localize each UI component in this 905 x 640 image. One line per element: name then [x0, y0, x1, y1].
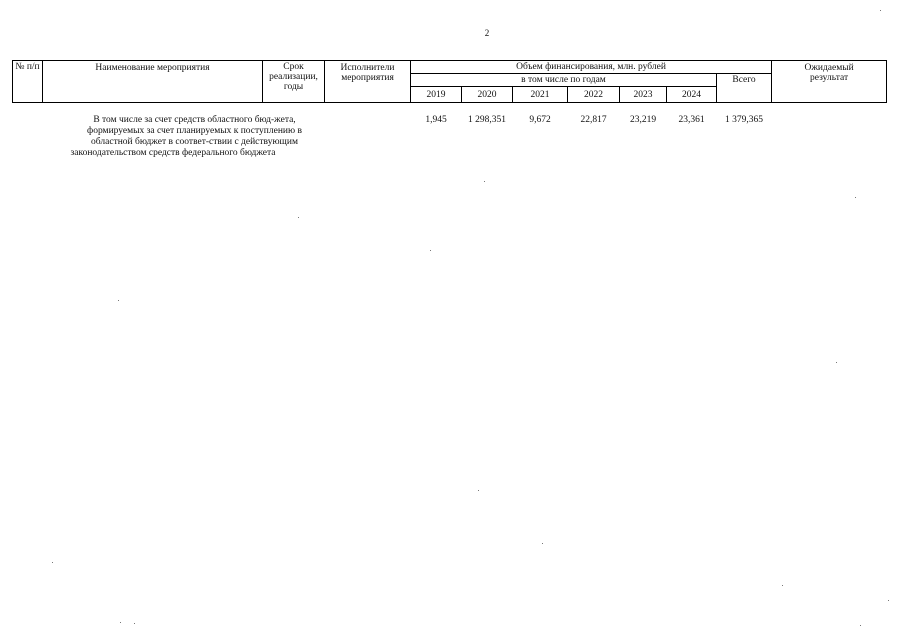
row-item-name: В том числе за счет средств областного бюд-жета, формируемых за счет планируемых к поступлению в областной бюджет в соответ-ствии с действующим законодательством средств федерального бюджета	[70, 115, 302, 158]
header-year: 2023	[620, 87, 667, 103]
header-total: Всего	[717, 74, 772, 103]
row-value-total: 1 379,365	[725, 115, 764, 125]
row-value-2024: 23,361	[678, 115, 705, 125]
row-value-2019: 1,945	[425, 115, 447, 125]
header-year: 2022	[568, 87, 620, 103]
row-value-2021: 9,672	[529, 115, 551, 125]
scan-speck	[430, 250, 431, 251]
scan-speck	[52, 562, 53, 563]
header-by-years: в том числе по годам	[411, 74, 717, 87]
header-period: Срок реализации, годы	[263, 61, 325, 103]
row-value-2020: 1 298,351	[468, 115, 506, 125]
header-row-1	[13, 61, 887, 74]
scan-speck	[855, 197, 856, 198]
page-number: 2	[484, 28, 490, 38]
row-executors	[325, 115, 411, 159]
scan-speck	[134, 623, 135, 624]
header-num: № п/п	[13, 61, 43, 103]
scan-speck	[782, 585, 783, 586]
scan-speck	[880, 10, 881, 11]
row-value-2023: 23,219	[629, 115, 657, 125]
header-funding: Объем финансирования, млн. рублей	[411, 61, 772, 74]
scan-speck	[836, 362, 837, 363]
header-result: Ожидаемый результат	[772, 61, 887, 103]
scan-speck	[542, 543, 543, 544]
header-year: 2024	[667, 87, 717, 103]
scan-speck	[484, 181, 485, 182]
scan-speck	[478, 490, 479, 491]
header-year: 2019	[411, 87, 462, 103]
header-name: Наименование мероприятия	[43, 61, 263, 103]
row-result	[772, 115, 887, 159]
scan-speck	[120, 622, 121, 623]
spacer-row	[13, 103, 887, 116]
header-year: 2020	[462, 87, 513, 103]
header-year: 2021	[513, 87, 568, 103]
scan-speck	[860, 625, 861, 626]
scan-speck	[298, 217, 299, 218]
funding-table	[12, 60, 887, 159]
scan-speck	[888, 600, 889, 601]
row-value-2022: 22,817	[580, 115, 607, 125]
row-num	[13, 115, 43, 159]
header-executors: Исполнители мероприятия	[325, 61, 411, 103]
scan-speck	[118, 300, 119, 301]
table-row	[13, 115, 887, 159]
